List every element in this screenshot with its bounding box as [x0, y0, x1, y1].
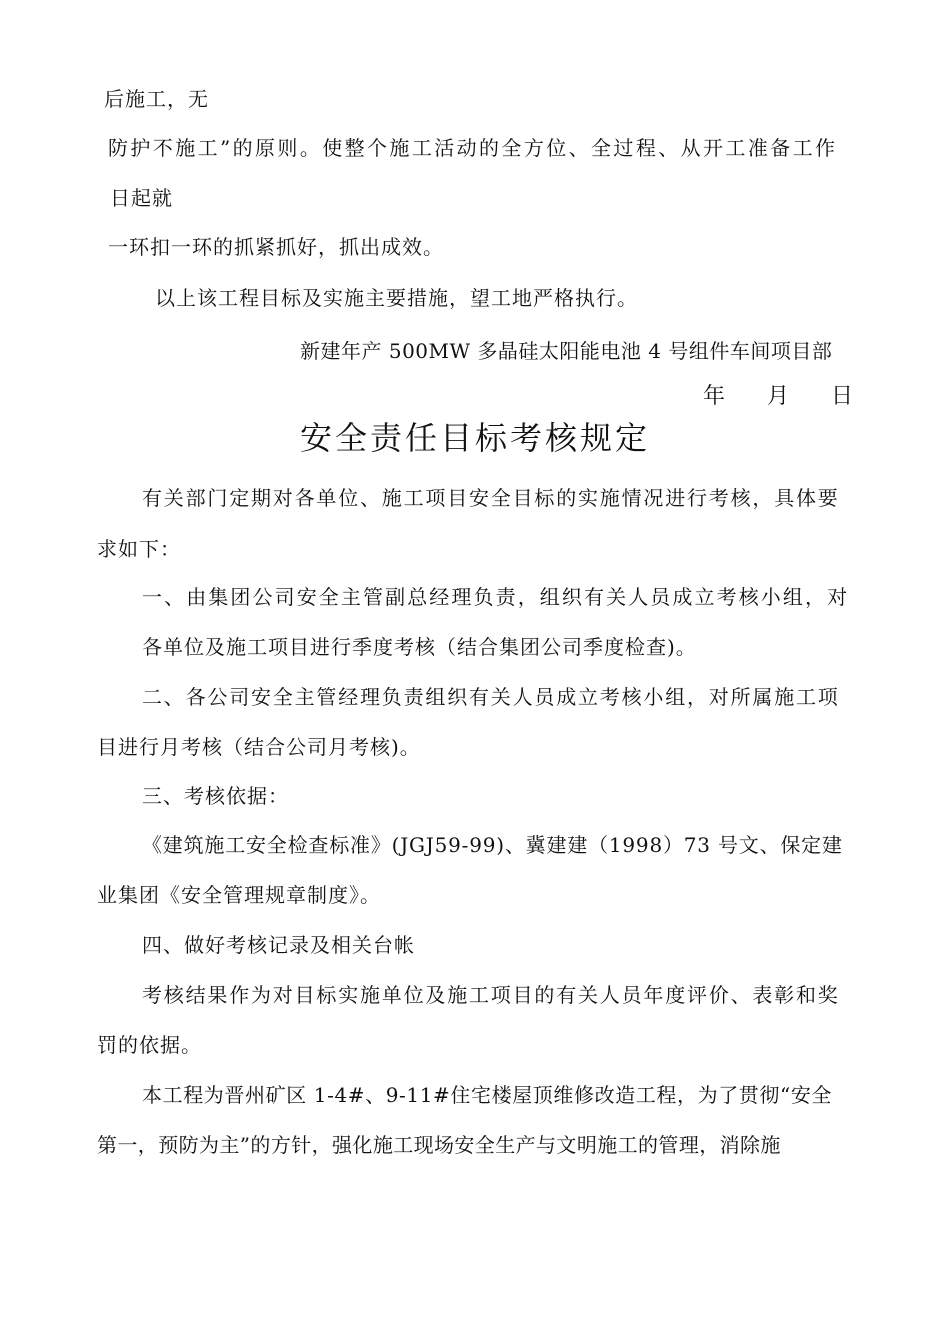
- body-line: 有关部门定期对各单位、施工项目安全目标的实施情况进行考核，具体要: [142, 486, 840, 510]
- body-line: 求如下：: [97, 537, 181, 561]
- body-line: 二、各公司安全主管经理负责组织有关人员成立考核小组，对所属施工项: [142, 685, 840, 709]
- body-line: 四、做好考核记录及相关台帐: [142, 933, 415, 957]
- body-line: 目进行月考核（结合公司月考核)。: [97, 735, 421, 759]
- body-line: 一、由集团公司安全主管副总经理负责，组织有关人员成立考核小组，对: [142, 585, 850, 609]
- body-line: 考核结果作为对目标实施单位及施工项目的有关人员年度评价、表彰和奖: [142, 983, 840, 1007]
- text-line: 后施工，无: [104, 87, 209, 111]
- date-year: 年: [703, 384, 726, 409]
- project-department-signature: 新建年产 500MW 多晶硅太阳能电池 4 号组件车间项目部: [300, 339, 833, 363]
- date-month: 月: [767, 384, 790, 409]
- text-line: 防护不施工”的原则。使整个施工活动的全方位、全过程、从开工准备工作: [108, 136, 838, 160]
- text-line: 一环扣一环的抓紧抓好，抓出成效。: [108, 235, 444, 259]
- body-line: 各单位及施工项目进行季度考核（结合集团公司季度检查)。: [142, 635, 697, 659]
- text-line: 日起就: [110, 186, 173, 210]
- document-title: 安全责任目标考核规定: [300, 419, 651, 457]
- body-line: 罚的依据。: [97, 1033, 202, 1057]
- text-line: 以上该工程目标及实施主要措施，望工地严格执行。: [155, 286, 638, 310]
- date-day: 日: [831, 384, 854, 409]
- body-line: 业集团《安全管理规章制度》。: [97, 883, 381, 907]
- body-line: 第一，预防为主”的方针，强化施工现场安全生产与文明施工的管理，消除施: [97, 1133, 781, 1157]
- body-line: 《建筑施工安全检查标准》(JGJ59-99)、冀建建（1998）73 号文、保定建: [142, 833, 843, 857]
- body-line: 三、考核依据：: [142, 784, 289, 808]
- date-line: [0, 384, 950, 410]
- body-line: 本工程为晋州矿区 1-4#、9-11#住宅楼屋顶维修改造工程，为了贯彻“安全: [142, 1083, 833, 1107]
